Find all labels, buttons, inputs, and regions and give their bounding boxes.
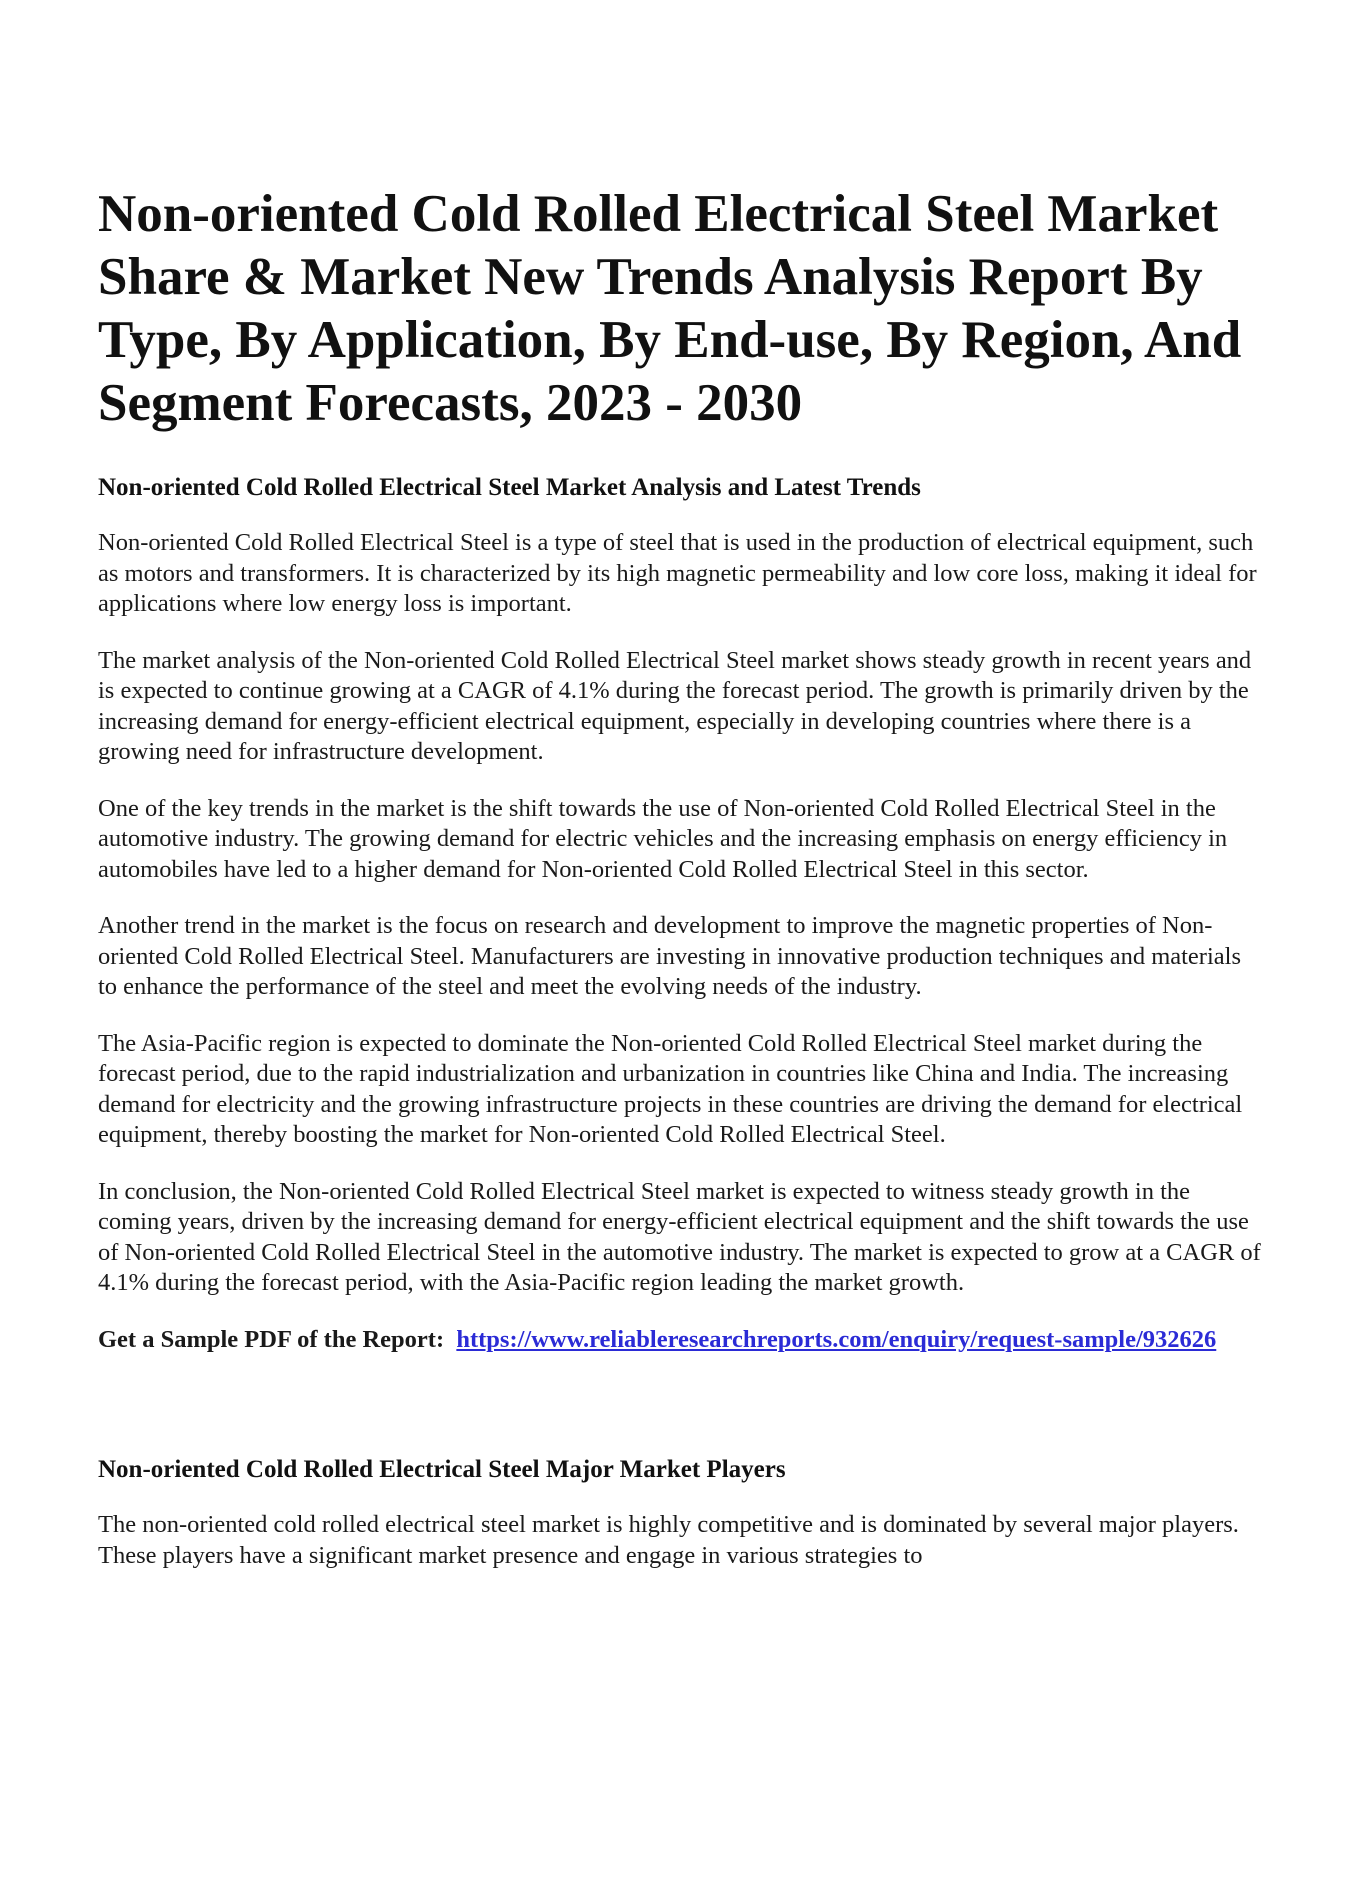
- paragraph-asia-pacific: The Asia-Pacific region is expected to dominate the Non-oriented Cold Rolled Electrical Steel market during the forecast period, due to the rapid industrialization and urbanization in countries like China and India. The increasing demand for electricity and the growing infrastructure projects in these countries are driving the demand for electrical equipment, thereby boosting the market for Non-oriented Cold Rolled Electrical Steel.: [98, 1029, 1243, 1148]
- section-spacer: [98, 1355, 1266, 1455]
- document-page: [98, 183, 1266, 1597]
- sample-pdf-line: [98, 1325, 1266, 1356]
- sample-pdf-link[interactable]: https://www.reliableresearchreports.com/enquiry/request-sample/932626: [456, 1325, 1217, 1353]
- paragraph-research-trend: Another trend in the market is the focus on research and development to improve the magnetic properties of Non-oriented Cold Rolled Electrical Steel. Manufacturers are investing in innovative production techniques and materials to enhance the performance of the steel and meet the evolving needs of the industry.: [98, 912, 1241, 1000]
- paragraph-definition: Non-oriented Cold Rolled Electrical Steel is a type of steel that is used in the production of electrical equipment, such as motors and transformers. It is characterized by its high magnetic permeability and low core loss, making it ideal for applications where low energy loss is important.: [98, 529, 1257, 617]
- paragraph-players-intro: The non-oriented cold rolled electrical steel market is highly competitive and is dominated by several major players. These players have a significant market presence and engage in various strategies to: [98, 1511, 1239, 1569]
- paragraph-conclusion: In conclusion, the Non-oriented Cold Rolled Electrical Steel market is expected to witness steady growth in the coming years, driven by the increasing demand for energy-efficient electrical equipment and the shift towards the use of Non-oriented Cold Rolled Electrical Steel in the automotive industry. The market is expected to grow at a CAGR of 4.1% during the forecast period, with the Asia-Pacific region leading the market growth.: [98, 1177, 1261, 1296]
- section-heading-analysis: Non-oriented Cold Rolled Electrical Steel Market Analysis and Latest Trends: [98, 474, 921, 501]
- section-heading-players: Non-oriented Cold Rolled Electrical Steel Major Market Players: [98, 1456, 786, 1483]
- sample-pdf-label: Get a Sample PDF of the Report:: [98, 1325, 445, 1353]
- paragraph-automotive-trend: One of the key trends in the market is the shift towards the use of Non-oriented Cold Rolled Electrical Steel in the automotive industry. The growing demand for electric vehicles and the increasing emphasis on energy efficiency in automobiles have led to a higher demand for Non-oriented Cold Rolled Electrical Steel in this sector.: [98, 794, 1228, 883]
- document-title: Non-oriented Cold Rolled Electrical Steel Market Share & Market New Trends Analysis Report By Type, By Application, By End-use, By Region, And Segment Forecasts, 2023 - 2030: [98, 185, 1242, 432]
- paragraph-market-analysis: The market analysis of the Non-oriented Cold Rolled Electrical Steel market shows steady growth in recent years and is expected to continue growing at a CAGR of 4.1% during the forecast period. The growth is primarily driven by the increasing demand for energy-efficient electrical equipment, especially in developing countries where there is a growing need for infrastructure development.: [98, 646, 1252, 765]
